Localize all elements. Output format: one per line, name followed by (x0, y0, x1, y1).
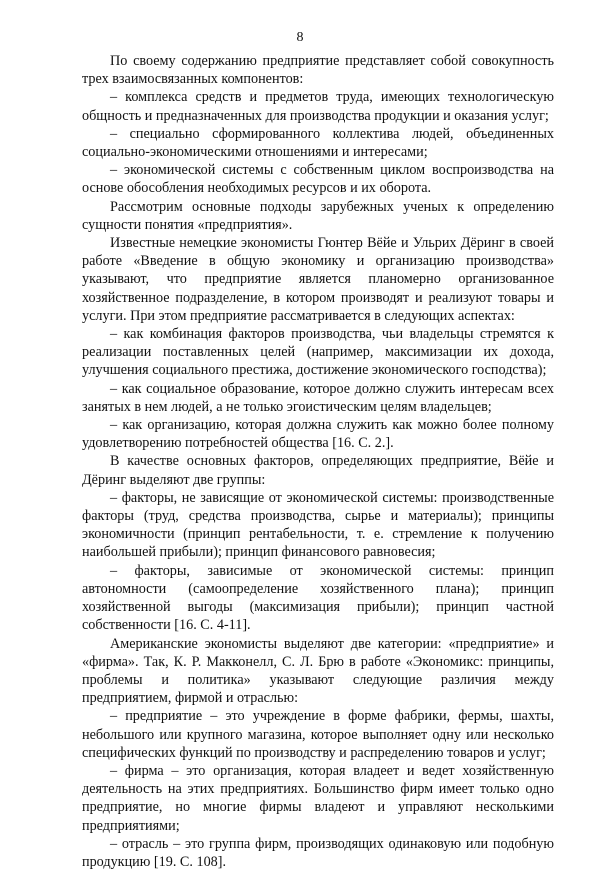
paragraph: По своему содержанию предприятие представляет собой совокупность трех взаимосвязанных компонентов: (82, 53, 554, 88)
paragraph: Известные немецкие экономисты Гюнтер Вёйе и Ульрих Дёринг в своей работе «Введение в общую экономику и организацию производства» указывают, что предприятие является планомерно организованное хозяйственное подразделение, в котором производят и реализуют товары и услуги. При этом предприятие рассматривается в следующих аспектах: (82, 235, 554, 324)
paragraph: – как социальное образование, которое должно служить интересам всех занятых в нем людей, а не только эгоистическим целям владельцев; (82, 380, 554, 415)
paragraph: В качестве основных факторов, определяющих предприятие, Вёйе и Дёринг выделяют две группы: (82, 453, 554, 488)
paragraph: – как организацию, которая должна служить как можно более полному удовлетворению потребностей общества [16. С. 2.]. (82, 417, 554, 452)
paragraph: Рассмотрим основные подходы зарубежных ученых к определению сущности понятия «предприятия». (82, 198, 554, 233)
paragraph: – факторы, не зависящие от экономической системы: производственные факторы (труд, средства производства, сырье и материалы); принципы экономичности (принцип рентабельности, т. е. стремление к получению наибольшей прибыли); принцип финансового равновесия; (82, 489, 554, 561)
paragraph: – специально сформированного коллектива людей, объединенных социально-экономическими отношениями и интересами; (82, 125, 554, 161)
paragraph: – фирма – это организация, которая владеет и ведет хозяйственную деятельность на этих предприятиях. Большинство фирм имеет только одно предприятие, но многие фирмы владеют и управляют несколькими предприятиями; (82, 762, 554, 834)
paragraph: Американские экономисты выделяют две категории: «предприятие» и «фирма». Так, К. Р. Макконелл, С. Л. Брю в работе «Экономикс: принципы, проблемы и политика» указывают следующие различия между предприятием, фирмой и отраслью: (82, 635, 554, 707)
paragraph: – факторы, зависимые от экономической системы: принцип автономности (самоопределение хозяйственного плана); принцип хозяйственной выгоды (максимизация прибыли); принцип частной собственности [16. С. 4-11]. (82, 562, 554, 634)
paragraph: – как комбинация факторов производства, чьи владельцы стремятся к реализации поставленных целей (например, максимизации их дохода, улучшения социального престижа, достижение экономического господства); (82, 326, 554, 379)
paragraph: – экономической системы с собственным циклом воспроизводства на основе обособления необходимых ресурсов и их оборота. (82, 162, 554, 197)
page-number: 8 (296, 30, 304, 45)
paragraph: – предприятие – это учреждение в форме фабрики, фермы, шахты, небольшого или крупного магазина, которое выполняет одну или несколько специфических функций по производству и распределению товаров и услуг; (82, 708, 554, 761)
paragraph: – отрасль – это группа фирм, производящих одинаковую или подобную продукцию [19. С. 108]. (82, 835, 554, 870)
body-text (82, 52, 554, 871)
paragraph: – комплекса средств и предметов труда, имеющих технологическую общность и предназначенных для производства продукции и оказания услуг; (82, 89, 554, 124)
